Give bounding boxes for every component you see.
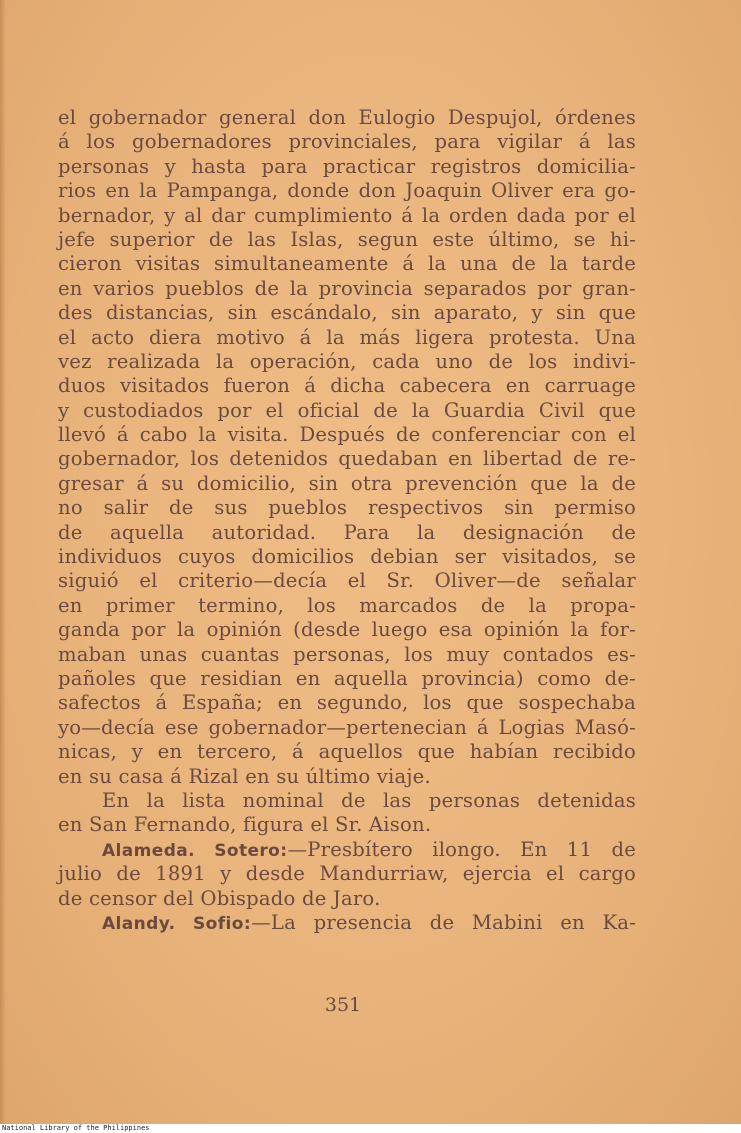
text-line: el gobernador general don Eulogio Despujol, órdenes (58, 106, 636, 129)
text-line: en varios pueblos de la provincia separados por gran- (58, 276, 636, 300)
page-body-text (58, 106, 636, 935)
text-line: maban unas cuantas personas, los muy contados es- (58, 642, 636, 666)
text-line: nicas, y en tercero, á aquellos que habían recibido (58, 740, 636, 764)
text-line: bernador, y al dar cumplimiento á la orden dada por el (58, 203, 636, 227)
text-line: y custodiados por el oficial de la Guardia Civil que (58, 398, 636, 422)
text-line: llevó á cabo la visita. Después de conferenciar con el (58, 423, 636, 447)
text-line: pañoles que residian en aquella provincia) como de- (58, 666, 636, 690)
paragraph-two-line: En la lista nominal de las personas detenidas (102, 788, 636, 812)
text-line: personas y hasta para practicar registros domicilia- (58, 154, 636, 178)
footer-strip (0, 1124, 741, 1133)
text-line: cieron visitas simultaneamente á la una de la tarde (58, 252, 636, 276)
text-line: en primer termino, los marcados de la propa- (58, 593, 636, 617)
page-number: 351 (324, 994, 362, 1016)
entry-alameda-line: julio de 1891 y desde Mandurriaw, ejercia el cargo (58, 862, 636, 886)
text-line: vez realizada la operación, cada uno de los indivi- (58, 349, 636, 373)
text-line: jefe superior de las Islas, segun este último, se hi- (58, 227, 636, 251)
entry-alameda-line: de censor del Obispado de Jaro. (58, 886, 381, 910)
footer-attribution: National Library of the Philippines (2, 1124, 150, 1132)
text-line: gresar á su domicilio, sin otra prevención que la de (58, 471, 636, 495)
text-line: safectos á España; en segundo, los que sospechaba (58, 691, 636, 715)
text-line: en su casa á Rizal en su último viaje. (58, 764, 431, 788)
entry-alameda-text: —Presbítero ilongo. En 11 de (287, 837, 636, 861)
page-edge-shadow (0, 0, 6, 1124)
entry-alameda-heading-line (58, 838, 636, 862)
text-line: el acto diera motivo á la más ligera protesta. Una (58, 325, 636, 349)
text-line: á los gobernadores provinciales, para vigilar á las (58, 130, 636, 154)
text-line: rios en la Pampanga, donde don Joaquin Oliver era go- (58, 179, 636, 203)
text-line: des distancias, sin escándalo, sin aparato, y sin que (58, 301, 636, 325)
entry-alandy-heading-line (58, 911, 636, 935)
text-line: no salir de sus pueblos respectivos sin permiso (58, 496, 636, 520)
text-line: individuos cuyos domicilios debian ser visitados, se (58, 545, 636, 569)
paragraph-two-line: en San Fernando, figura el Sr. Aison. (58, 813, 432, 837)
text-line: de aquella autoridad. Para la designación de (58, 520, 636, 544)
entry-alameda-name: Alameda. Sotero: (102, 840, 288, 861)
text-line: gobernador, los detenidos quedaban en libertad de re- (58, 447, 636, 471)
text-line: duos visitados fueron á dicha cabecera en carruage (58, 374, 636, 398)
text-line: yo—decía ese gobernador—pertenecian á Logias Masó- (58, 715, 636, 739)
entry-alandy-name: Alandy. Sofio: (102, 913, 252, 934)
text-line: siguió el criterio—decía el Sr. Oliver—de señalar (58, 569, 636, 593)
text-line: ganda por la opinión (desde luego esa opinión la for- (58, 618, 636, 642)
entry-alandy-text: —La presencia de Mabini en Ka- (251, 910, 636, 934)
